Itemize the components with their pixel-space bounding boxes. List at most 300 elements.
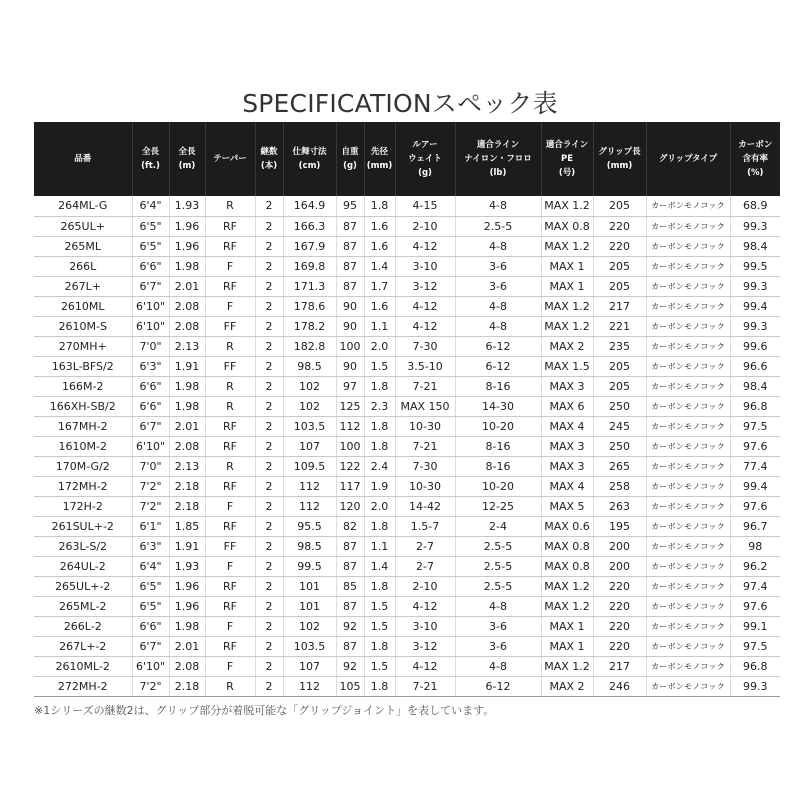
table-cell: 10-30 — [395, 476, 455, 496]
table-cell: 7-21 — [395, 676, 455, 696]
table-cell: 4-8 — [455, 296, 541, 316]
table-cell: 6'4" — [132, 556, 169, 576]
table-cell: 166M-2 — [34, 376, 132, 396]
table-cell: 1.93 — [169, 556, 205, 576]
table-cell: カーボンモノコック — [646, 576, 730, 596]
table-cell: カーボンモノコック — [646, 676, 730, 696]
table-cell: 220 — [593, 576, 646, 596]
table-cell: カーボンモノコック — [646, 656, 730, 676]
table-cell: 102 — [283, 616, 336, 636]
table-cell: 2.18 — [169, 496, 205, 516]
table-cell: R — [205, 396, 255, 416]
table-cell: MAX 1.2 — [541, 296, 593, 316]
table-cell: 2.5-5 — [455, 216, 541, 236]
table-cell: 2 — [255, 536, 283, 556]
table-cell: 2 — [255, 396, 283, 416]
table-cell: R — [205, 376, 255, 396]
table-cell: 95 — [336, 196, 364, 216]
table-cell: 97.4 — [730, 576, 780, 596]
table-cell: 117 — [336, 476, 364, 496]
table-cell: 1.1 — [364, 536, 395, 556]
table-cell: 2.5-5 — [455, 556, 541, 576]
table-cell: 263 — [593, 496, 646, 516]
table-cell: 1.85 — [169, 516, 205, 536]
table-cell: 95.5 — [283, 516, 336, 536]
table-cell: 220 — [593, 596, 646, 616]
table-cell: 2 — [255, 216, 283, 236]
table-cell: カーボンモノコック — [646, 556, 730, 576]
table-cell: カーボンモノコック — [646, 536, 730, 556]
table-cell: 112 — [283, 676, 336, 696]
table-cell: 1.8 — [364, 196, 395, 216]
page-title: SPECIFICATIONスペック表 — [242, 89, 558, 118]
spec-table-body — [34, 196, 780, 696]
column-header: 全長 (m) — [169, 122, 205, 196]
column-header: グリップ長 (mm) — [593, 122, 646, 196]
table-cell: カーボンモノコック — [646, 436, 730, 456]
table-cell: 2.01 — [169, 636, 205, 656]
table-cell: 2.01 — [169, 276, 205, 296]
table-cell: 2.4 — [364, 456, 395, 476]
table-cell: R — [205, 336, 255, 356]
table-cell: 99.5 — [283, 556, 336, 576]
table-cell: 6'5" — [132, 596, 169, 616]
table-cell: 102 — [283, 376, 336, 396]
table-cell: 97 — [336, 376, 364, 396]
table-cell: 1.93 — [169, 196, 205, 216]
table-cell: R — [205, 196, 255, 216]
table-cell: 221 — [593, 316, 646, 336]
table-cell: 2 — [255, 476, 283, 496]
table-cell: 92 — [336, 656, 364, 676]
table-cell: 90 — [336, 316, 364, 336]
table-row — [34, 576, 780, 596]
table-cell: 2-7 — [395, 556, 455, 576]
table-cell: 2 — [255, 456, 283, 476]
table-row — [34, 216, 780, 236]
column-header: 仕舞寸法 (cm) — [283, 122, 336, 196]
table-cell: 4-12 — [395, 596, 455, 616]
table-cell: 2 — [255, 436, 283, 456]
table-cell: 1.96 — [169, 596, 205, 616]
table-cell: 6'6" — [132, 616, 169, 636]
table-row — [34, 416, 780, 436]
table-cell: カーボンモノコック — [646, 376, 730, 396]
table-cell: 96.8 — [730, 656, 780, 676]
table-cell: 99.6 — [730, 336, 780, 356]
table-cell: 2610M-S — [34, 316, 132, 336]
table-cell: 205 — [593, 196, 646, 216]
table-cell: 12-25 — [455, 496, 541, 516]
table-cell: 2.08 — [169, 656, 205, 676]
table-cell: 2.0 — [364, 336, 395, 356]
table-cell: 87 — [336, 276, 364, 296]
table-cell: 10-30 — [395, 416, 455, 436]
table-cell: カーボンモノコック — [646, 276, 730, 296]
table-cell: 1.8 — [364, 416, 395, 436]
table-cell: 2.5-5 — [455, 536, 541, 556]
table-cell: 3-6 — [455, 616, 541, 636]
table-cell: MAX 1.2 — [541, 656, 593, 676]
table-cell: 3-12 — [395, 276, 455, 296]
table-cell: 14-42 — [395, 496, 455, 516]
table-cell: 87 — [336, 636, 364, 656]
table-cell: 97.6 — [730, 596, 780, 616]
table-cell: 1.91 — [169, 356, 205, 376]
table-cell: 99.5 — [730, 256, 780, 276]
table-cell: 166XH-SB/2 — [34, 396, 132, 416]
table-cell: 2.0 — [364, 496, 395, 516]
table-cell: F — [205, 556, 255, 576]
table-cell: 1.1 — [364, 316, 395, 336]
table-cell: カーボンモノコック — [646, 636, 730, 656]
table-cell: 2.08 — [169, 316, 205, 336]
table-cell: MAX 1.2 — [541, 576, 593, 596]
table-cell: 2 — [255, 616, 283, 636]
table-cell: 266L-2 — [34, 616, 132, 636]
table-cell: 2 — [255, 376, 283, 396]
table-cell: 87 — [336, 556, 364, 576]
table-row — [34, 236, 780, 256]
table-cell: 6'5" — [132, 576, 169, 596]
table-cell: 96.2 — [730, 556, 780, 576]
table-row — [34, 356, 780, 376]
column-header: 適合ライン ナイロン・フロロ (lb) — [455, 122, 541, 196]
table-cell: 6-12 — [455, 336, 541, 356]
table-cell: 10-20 — [455, 476, 541, 496]
table-cell: 6'5" — [132, 236, 169, 256]
table-cell: MAX 3 — [541, 456, 593, 476]
table-cell: 2 — [255, 676, 283, 696]
column-header: テーパー — [205, 122, 255, 196]
table-cell: 2-4 — [455, 516, 541, 536]
table-cell: MAX 3 — [541, 436, 593, 456]
table-cell: 1.5 — [364, 356, 395, 376]
table-cell: MAX 2 — [541, 336, 593, 356]
table-cell: MAX 6 — [541, 396, 593, 416]
table-cell: 4-8 — [455, 656, 541, 676]
table-cell: F — [205, 256, 255, 276]
column-header: グリップタイプ — [646, 122, 730, 196]
table-cell: 85 — [336, 576, 364, 596]
table-cell: 3-6 — [455, 276, 541, 296]
table-cell: MAX 1 — [541, 616, 593, 636]
table-cell: 2-7 — [395, 536, 455, 556]
table-cell: 2.18 — [169, 676, 205, 696]
table-cell: 200 — [593, 536, 646, 556]
table-cell: 87 — [336, 236, 364, 256]
footnote: ※1シリーズの継数2は、グリップ部分が着脱可能な「グリップジョイント」を表しています。 — [34, 704, 495, 717]
table-cell: 1.8 — [364, 676, 395, 696]
table-cell: 2.01 — [169, 416, 205, 436]
table-cell: カーボンモノコック — [646, 196, 730, 216]
table-cell: 2 — [255, 596, 283, 616]
table-cell: 235 — [593, 336, 646, 356]
table-cell: 2610ML — [34, 296, 132, 316]
table-cell: 103.5 — [283, 636, 336, 656]
table-cell: カーボンモノコック — [646, 456, 730, 476]
table-cell: カーボンモノコック — [646, 216, 730, 236]
spec-header-row — [34, 122, 780, 196]
table-cell: 98.5 — [283, 356, 336, 376]
table-cell: RF — [205, 596, 255, 616]
table-row — [34, 496, 780, 516]
table-cell: 265UL+ — [34, 216, 132, 236]
table-cell: MAX 1.2 — [541, 316, 593, 336]
table-cell: 6-12 — [455, 356, 541, 376]
table-cell: 1.96 — [169, 216, 205, 236]
table-cell: 87 — [336, 536, 364, 556]
table-cell: MAX 4 — [541, 476, 593, 496]
table-cell: 2.08 — [169, 296, 205, 316]
table-cell: カーボンモノコック — [646, 616, 730, 636]
table-cell: RF — [205, 516, 255, 536]
table-cell: 14-30 — [455, 396, 541, 416]
table-cell: 112 — [336, 416, 364, 436]
table-cell: 103.5 — [283, 416, 336, 436]
table-cell: 263L-S/2 — [34, 536, 132, 556]
table-row — [34, 476, 780, 496]
table-cell: 2.3 — [364, 396, 395, 416]
table-cell: MAX 1 — [541, 276, 593, 296]
table-cell: MAX 0.8 — [541, 216, 593, 236]
table-cell: 1.91 — [169, 536, 205, 556]
table-cell: 2.13 — [169, 336, 205, 356]
table-cell: 105 — [336, 676, 364, 696]
table-cell: 99.3 — [730, 276, 780, 296]
table-cell: 97.6 — [730, 436, 780, 456]
table-cell: 2.13 — [169, 456, 205, 476]
table-cell: RF — [205, 636, 255, 656]
table-cell: 1.8 — [364, 376, 395, 396]
table-cell: 99.4 — [730, 476, 780, 496]
table-cell: 1.5 — [364, 656, 395, 676]
table-cell: 171.3 — [283, 276, 336, 296]
table-cell: 205 — [593, 376, 646, 396]
table-cell: 170M-G/2 — [34, 456, 132, 476]
table-cell: 101 — [283, 596, 336, 616]
table-cell: MAX 5 — [541, 496, 593, 516]
table-cell: 97.6 — [730, 496, 780, 516]
table-cell: 6'3" — [132, 536, 169, 556]
spec-table — [34, 122, 780, 697]
table-cell: MAX 0.6 — [541, 516, 593, 536]
table-cell: 2 — [255, 336, 283, 356]
table-cell: 2 — [255, 556, 283, 576]
table-cell: 3.5-10 — [395, 356, 455, 376]
table-cell: MAX 1.2 — [541, 196, 593, 216]
table-cell: 200 — [593, 556, 646, 576]
table-cell: 2 — [255, 496, 283, 516]
table-cell: 2.5-5 — [455, 576, 541, 596]
table-cell: 100 — [336, 436, 364, 456]
table-cell: 3-12 — [395, 636, 455, 656]
table-cell: 2 — [255, 516, 283, 536]
table-row — [34, 256, 780, 276]
table-cell: RF — [205, 276, 255, 296]
table-cell: カーボンモノコック — [646, 336, 730, 356]
table-cell: MAX 1 — [541, 256, 593, 276]
table-cell: 2 — [255, 276, 283, 296]
table-cell: 97.5 — [730, 636, 780, 656]
table-cell: 220 — [593, 216, 646, 236]
table-cell: 125 — [336, 396, 364, 416]
column-header: カーボン 含有率 (%) — [730, 122, 780, 196]
table-cell: 1.98 — [169, 396, 205, 416]
table-cell: 107 — [283, 656, 336, 676]
table-row — [34, 436, 780, 456]
table-cell: 1.4 — [364, 556, 395, 576]
table-cell: 1.98 — [169, 256, 205, 276]
table-cell: F — [205, 496, 255, 516]
table-cell: 2 — [255, 356, 283, 376]
table-cell: RF — [205, 236, 255, 256]
table-cell: 217 — [593, 296, 646, 316]
column-header: 全長 (ft.) — [132, 122, 169, 196]
table-cell: 98.4 — [730, 376, 780, 396]
table-cell: 96.7 — [730, 516, 780, 536]
table-row — [34, 376, 780, 396]
table-cell: 1610M-2 — [34, 436, 132, 456]
table-cell: 3-10 — [395, 256, 455, 276]
table-cell: 167.9 — [283, 236, 336, 256]
table-row — [34, 276, 780, 296]
table-row — [34, 616, 780, 636]
table-cell: 8-16 — [455, 456, 541, 476]
table-cell: RF — [205, 416, 255, 436]
table-cell: 96.8 — [730, 396, 780, 416]
table-cell: 7'0" — [132, 336, 169, 356]
table-cell: 6'6" — [132, 376, 169, 396]
table-cell: 6'4" — [132, 196, 169, 216]
table-cell: 264UL-2 — [34, 556, 132, 576]
table-cell: 4-12 — [395, 296, 455, 316]
table-cell: 4-12 — [395, 236, 455, 256]
table-cell: F — [205, 656, 255, 676]
table-cell: MAX 1.5 — [541, 356, 593, 376]
table-cell: 266L — [34, 256, 132, 276]
table-cell: 2 — [255, 296, 283, 316]
table-cell: 4-8 — [455, 196, 541, 216]
table-cell: R — [205, 676, 255, 696]
table-cell: 8-16 — [455, 376, 541, 396]
table-cell: 99.1 — [730, 616, 780, 636]
table-cell: 4-12 — [395, 316, 455, 336]
table-cell: カーボンモノコック — [646, 356, 730, 376]
table-row — [34, 676, 780, 696]
table-cell: 87 — [336, 596, 364, 616]
table-cell: 265 — [593, 456, 646, 476]
table-cell: MAX 0.8 — [541, 536, 593, 556]
table-cell: 1.9 — [364, 476, 395, 496]
table-cell: 7-21 — [395, 436, 455, 456]
table-cell: 2.18 — [169, 476, 205, 496]
table-cell: 98.4 — [730, 236, 780, 256]
table-cell: 10-20 — [455, 416, 541, 436]
table-cell: 265ML — [34, 236, 132, 256]
table-cell: 3-6 — [455, 636, 541, 656]
table-cell: 172H-2 — [34, 496, 132, 516]
table-cell: 6'1" — [132, 516, 169, 536]
table-cell: 169.8 — [283, 256, 336, 276]
table-cell: 102 — [283, 396, 336, 416]
table-cell: 99.3 — [730, 316, 780, 336]
table-cell: 205 — [593, 256, 646, 276]
table-row — [34, 636, 780, 656]
table-cell: 182.8 — [283, 336, 336, 356]
column-header: 適合ライン PE (号) — [541, 122, 593, 196]
table-cell: 99.3 — [730, 216, 780, 236]
table-cell: 120 — [336, 496, 364, 516]
table-cell: 267L+ — [34, 276, 132, 296]
table-cell: RF — [205, 436, 255, 456]
table-cell: 4-8 — [455, 596, 541, 616]
table-cell: カーボンモノコック — [646, 516, 730, 536]
table-cell: 2 — [255, 576, 283, 596]
column-header: 継数 (本) — [255, 122, 283, 196]
table-row — [34, 396, 780, 416]
table-cell: カーボンモノコック — [646, 596, 730, 616]
table-cell: 1.96 — [169, 236, 205, 256]
column-header: 自重 (g) — [336, 122, 364, 196]
column-header: 先径 (mm) — [364, 122, 395, 196]
table-cell: 178.6 — [283, 296, 336, 316]
table-row — [34, 336, 780, 356]
table-cell: 6'10" — [132, 436, 169, 456]
table-cell: 4-8 — [455, 316, 541, 336]
table-cell: 100 — [336, 336, 364, 356]
table-cell: 1.5 — [364, 616, 395, 636]
table-cell: FF — [205, 316, 255, 336]
table-cell: FF — [205, 536, 255, 556]
table-cell: RF — [205, 576, 255, 596]
table-cell: 7-30 — [395, 456, 455, 476]
table-cell: カーボンモノコック — [646, 476, 730, 496]
table-cell: 90 — [336, 296, 364, 316]
table-cell: 90 — [336, 356, 364, 376]
table-row — [34, 316, 780, 336]
table-cell: 2 — [255, 316, 283, 336]
table-cell: 6'6" — [132, 396, 169, 416]
table-cell: 96.6 — [730, 356, 780, 376]
table-cell: F — [205, 296, 255, 316]
table-cell: 4-12 — [395, 656, 455, 676]
table-cell: 1.6 — [364, 236, 395, 256]
table-cell: 6'5" — [132, 216, 169, 236]
table-cell: 1.8 — [364, 636, 395, 656]
table-cell: 2 — [255, 636, 283, 656]
table-row — [34, 556, 780, 576]
table-cell: 6'10" — [132, 656, 169, 676]
table-cell: 163L-BFS/2 — [34, 356, 132, 376]
table-cell: 2 — [255, 416, 283, 436]
table-cell: 122 — [336, 456, 364, 476]
table-cell: 68.9 — [730, 196, 780, 216]
table-cell: 1.4 — [364, 256, 395, 276]
table-cell: 3-6 — [455, 256, 541, 276]
table-cell: 6'7" — [132, 416, 169, 436]
column-header: ルアー ウェイト (g) — [395, 122, 455, 196]
table-cell: 92 — [336, 616, 364, 636]
table-cell: 1.8 — [364, 516, 395, 536]
table-cell: 220 — [593, 236, 646, 256]
table-cell: カーボンモノコック — [646, 416, 730, 436]
table-cell: 205 — [593, 276, 646, 296]
table-cell: 166.3 — [283, 216, 336, 236]
table-cell: 178.2 — [283, 316, 336, 336]
table-cell: 4-8 — [455, 236, 541, 256]
table-row — [34, 536, 780, 556]
